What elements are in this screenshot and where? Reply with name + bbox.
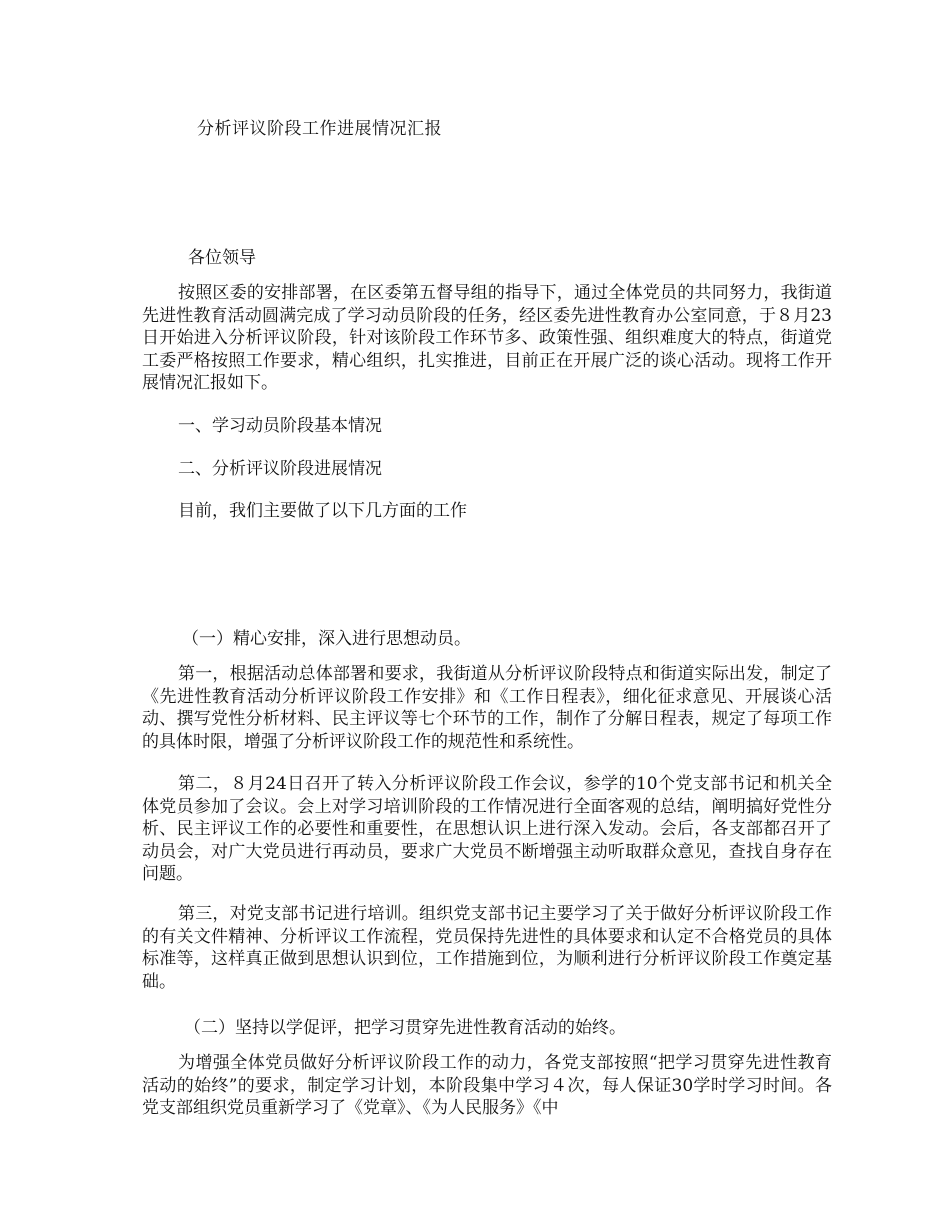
subsection-1-paragraph-2: 第二，８月24日召开了转入分析评议阶段工作会议，参学的10个党支部书记和机关全体党员参加了会议。会上对学习培训阶段的工作情况进行全面客观的总结，阐明搞好党性分析、民主评议工作的必要性和重要性，在思想认识上进行深入发动。会后，各支部都召开了动员会，对广大党员进行再动员，要求广大党员不断增强主动听取群众意见，查找自身存在问题。 [142, 774, 832, 885]
section-heading-1: 一、学习动员阶段基本情况 [178, 416, 382, 436]
intro-paragraph: 按照区委的安排部署，在区委第五督导组的指导下，通过全体党员的共同努力，我街道先进性教育活动圆满完成了学习动员阶段的任务，经区委先进性教育办公室同意，于８月23日开始进入分析评议阶段，针对该阶段工作环节多、政策性强、组织难度大的特点，街道党工委严格按照工作要求，精心组织，扎实推进，目前正在开展广泛的谈心活动。现将工作开展情况汇报如下。 [142, 283, 832, 394]
subsection-heading-1: （一）精心安排，深入进行思想动员。 [182, 629, 471, 649]
section-heading-2: 二、分析评议阶段进展情况 [178, 459, 382, 479]
document-title: 分析评议阶段工作进展情况汇报 [197, 119, 442, 139]
section-2-intro: 目前，我们主要做了以下几方面的工作 [178, 501, 467, 521]
subsection-heading-2: （二）坚持以学促评，把学习贯穿先进性教育活动的始终。 [184, 1018, 626, 1038]
subsection-1-paragraph-1: 第一，根据活动总体部署和要求，我街道从分析评议阶段特点和街道实际出发，制定了《先进性教育活动分析评议阶段工作安排》和《工作日程表》，细化征求意见、开展谈心活动、撰写党性分析材料、民主评议等七个环节的工作，制作了分解日程表，规定了每项工作的具体时限，增强了分析评议阶段工作的规范性和系统性。 [142, 664, 832, 752]
subsection-2-paragraph-1: 为增强全体党员做好分析评议阶段工作的动力，各党支部按照“把学习贯穿先进性教育活动的始终”的要求，制定学习计划，本阶段集中学习４次，每人保证30学时学习时间。各党支部组织党员重新学习了《党章》、《为人民服务》《中 [142, 1053, 832, 1119]
salutation: 各位领导 [188, 248, 256, 268]
subsection-1-paragraph-3: 第三，对党支部书记进行培训。组织党支部书记主要学习了关于做好分析评议阶段工作的有关文件精神、分析评议工作流程，党员保持先进性的具体要求和认定不合格党员的具体标准等，这样真正做到思想认识到位，工作措施到位，为顺利进行分析评议阶段工作奠定基础。 [142, 904, 832, 992]
